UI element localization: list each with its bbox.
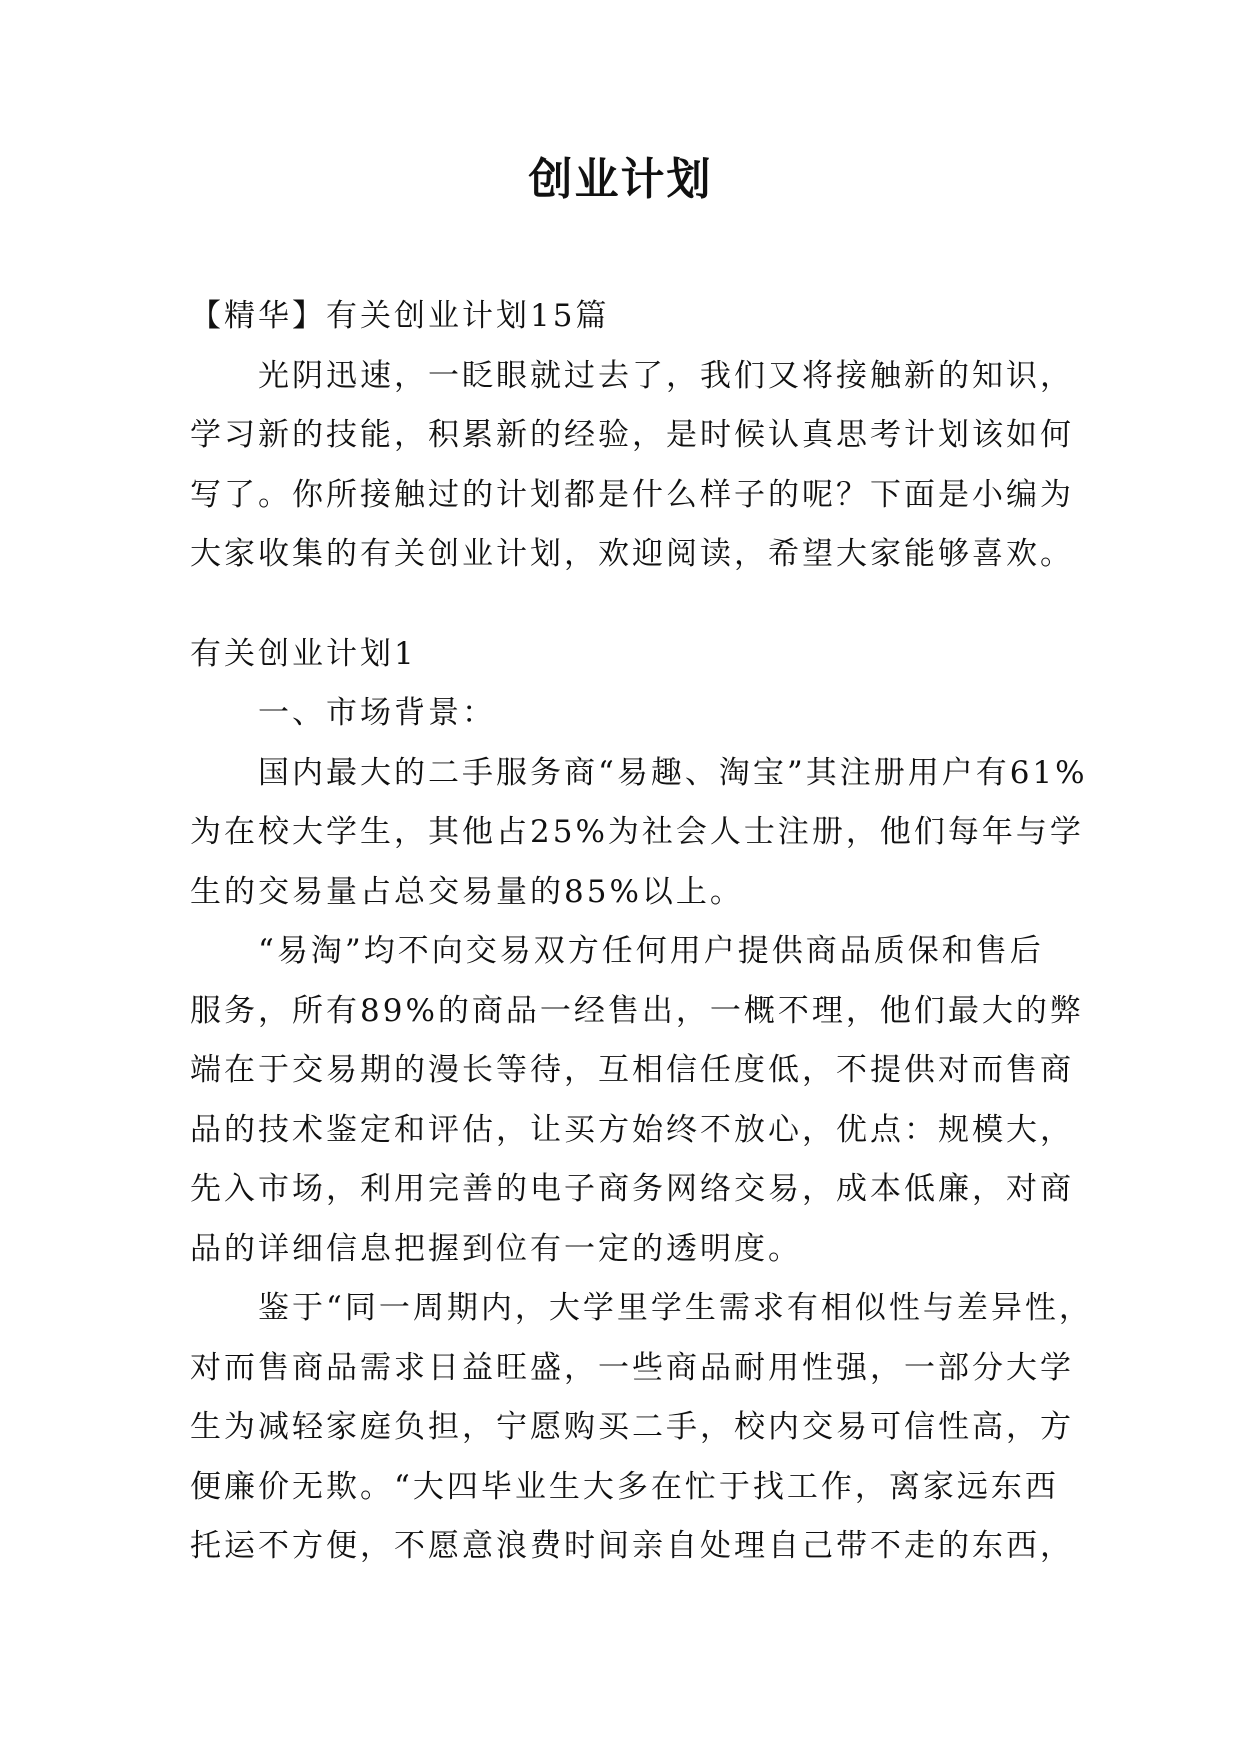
document-title: 创业计划 <box>528 154 713 205</box>
paragraph-line: 国内最大的二手服务商“易趣、淘宝”其注册用户有61% <box>258 754 1088 791</box>
intro-line: 写了。你所接触过的计划都是什么样子的呢？下面是小编为 <box>190 476 1074 513</box>
paragraph-line: 品的详细信息把握到位有一定的透明度。 <box>190 1230 802 1267</box>
section-spacer <box>190 585 1070 625</box>
section-heading: 有关创业计划1 <box>190 635 417 672</box>
paragraph-line: 对而售商品需求日益旺盛，一些商品耐用性强，一部分大学 <box>190 1349 1074 1386</box>
document-body <box>190 287 1093 1577</box>
paragraph-line: 服务，所有89%的商品一经售出，一概不理，他们最大的弊 <box>190 992 1084 1029</box>
intro-heading: 【精华】有关创业计划15篇 <box>190 298 610 334</box>
paragraph-line: 端在于交易期的漫长等待，互相信任度低，不提供对而售商 <box>190 1052 1074 1088</box>
paragraph-line: 托运不方便，不愿意浪费时间亲自处理自己带不走的东西， <box>190 1528 1074 1564</box>
paragraph-line: 生为减轻家庭负担，宁愿购买二手，校内交易可信性高，方 <box>190 1409 1074 1445</box>
paragraph-line: 便廉价无欺。“大四毕业生大多在忙于找工作，离家远东西 <box>190 1468 1059 1505</box>
paragraph-line: “易淘”均不向交易双方任何用户提供商品质保和售后 <box>258 933 1044 969</box>
intro-line: 学习新的技能，积累新的经验，是时候认真思考计划该如何 <box>190 417 1074 453</box>
paragraph-line: 鉴于“同一周期内，大学里学生需求有相似性与差异性， <box>258 1290 1093 1326</box>
paragraph-line: 先入市场，利用完善的电子商务网络交易，成本低廉，对商 <box>190 1171 1074 1207</box>
intro-line: 大家收集的有关创业计划，欢迎阅读，希望大家能够喜欢。 <box>190 536 1074 572</box>
intro-line: 光阴迅速，一眨眼就过去了，我们又将接触新的知识， <box>258 357 1074 394</box>
paragraph-line: 为在校大学生，其他占25%为社会人士注册，他们每年与学 <box>190 814 1084 850</box>
subsection-heading: 一、市场背景： <box>258 695 496 731</box>
paragraph-line: 生的交易量占总交易量的85%以上。 <box>190 873 744 910</box>
paragraph-line: 品的技术鉴定和评估，让买方始终不放心，优点：规模大， <box>190 1111 1074 1148</box>
